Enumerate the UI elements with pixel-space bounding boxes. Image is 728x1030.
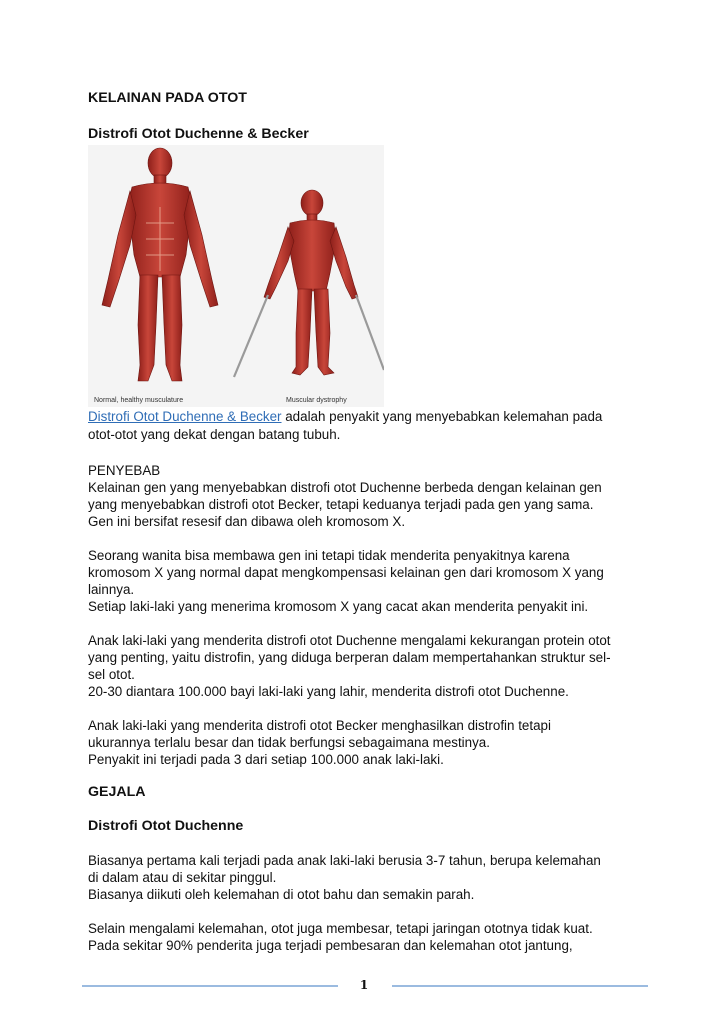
body-line: yang penting, yaitu distrofin, yang diduga berperan dalam mempertahankan struktur sel- [88,650,611,665]
heading-gejala: GEJALA [88,784,146,800]
body-line: lainnya. [88,582,135,597]
intro-line-1 [88,408,602,425]
page-number: 1 [359,978,369,992]
distrofi-link[interactable]: Distrofi Otot Duchenne & Becker [88,409,282,424]
body-line: yang menyebabkan distrofi otot Becker, tetapi keduanya terjadi pada gen yang sama. [88,497,594,512]
intro-line-1-text: adalah penyakit yang menyebabkan kelemahan pada [281,409,603,424]
figure-caption-right: Muscular dystrophy [286,397,347,404]
subheading-duchenne: Distrofi Otot Duchenne [88,818,244,834]
body-line: Kelainan gen yang menyebabkan distrofi otot Duchenne berbeda dengan kelainan gen [88,480,602,495]
body-line: di dalam atau di sekitar pinggul. [88,870,277,885]
body-line: Penyakit ini terjadi pada 3 dari setiap 100.000 anak laki-laki. [88,752,444,767]
body-line: Biasanya diikuti oleh kelemahan di otot bahu dan semakin parah. [88,887,475,902]
body-line: Biasanya pertama kali terjadi pada anak laki-laki berusia 3-7 tahun, berupa kelemahan [88,853,601,868]
body-line: ukurannya terlalu besar dan tidak berfungsi sebagaimana mestinya. [88,735,490,750]
heading-penyebab: PENYEBAB [88,463,161,478]
dystrophy-figure [264,190,358,375]
body-line: Setiap laki-laki yang menerima kromosom X yang cacat akan menderita penyakit ini. [88,599,589,614]
footer-divider-right [392,985,648,987]
footer-divider-left [82,985,338,987]
muscular-dystrophy-figure [88,145,384,407]
muscle-anatomy-illustration [88,145,384,407]
body-line: Pada sekitar 90% penderita juga terjadi pembesaran dan kelemahan otot jantung, [88,938,573,953]
body-line: Selain mengalami kelemahan, otot juga membesar, tetapi jaringan ototnya tidak kuat. [88,921,593,936]
body-line: kromosom X yang normal dapat mengkompensasi kelainan gen dari kromosom X yang [88,565,604,580]
figure-caption-left: Normal, healthy musculature [94,397,184,404]
body-line: Anak laki-laki yang menderita distrofi otot Duchenne mengalami kekurangan protein otot [88,633,611,648]
body-line: Gen ini bersifat resesif dan dibawa oleh kromosom X. [88,514,406,529]
body-line: sel otot. [88,667,135,682]
section-subtitle: Distrofi Otot Duchenne & Becker [88,126,309,142]
body-line: 20-30 diantara 100.000 bayi laki-laki yang lahir, menderita distrofi otot Duchenne. [88,684,569,699]
intro-line-2: otot-otot yang dekat dengan batang tubuh. [88,427,341,442]
body-line: Seorang wanita bisa membawa gen ini tetapi tidak menderita penyakitnya karena [88,548,570,563]
document-title: KELAINAN PADA OTOT [88,90,247,106]
body-line: Anak laki-laki yang menderita distrofi otot Becker menghasilkan distrofin tetapi [88,718,551,733]
